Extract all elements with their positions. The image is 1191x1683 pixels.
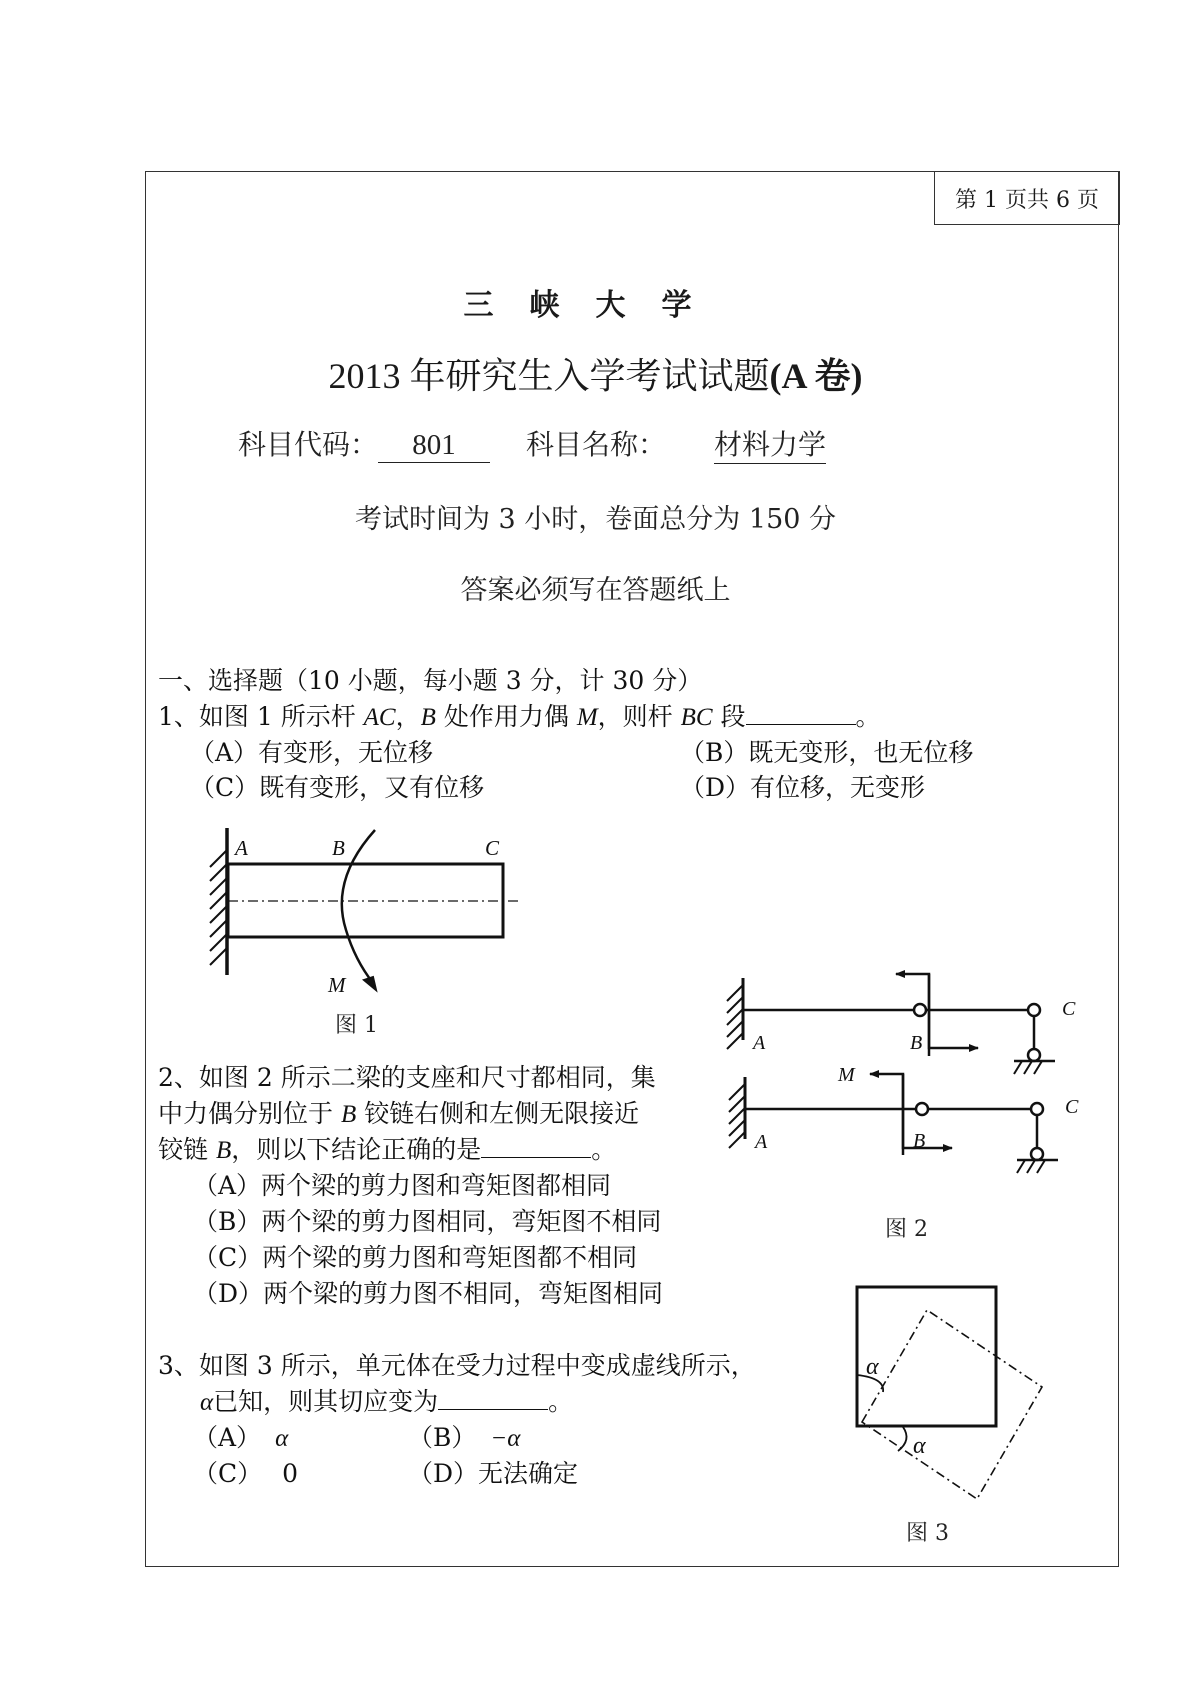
- exam-title-text: 2013 年研究生入学考试试题: [328, 356, 770, 396]
- deformed-element: [862, 1310, 1042, 1499]
- q3-text: 。: [548, 1387, 574, 1416]
- q3-option-d: [408, 1454, 578, 1490]
- section-heading: 一、选择题（10 小题，每小题 3 分，计 30 分）: [158, 666, 703, 695]
- q3-var-alpha: α: [200, 1389, 214, 1416]
- fig2-label-b2: B: [913, 1130, 926, 1152]
- label-b: B: [332, 836, 345, 860]
- q1-var-ac: AC: [363, 704, 396, 731]
- exam-title: [0, 348, 1191, 399]
- exam-duration: 考试时间为 3 小时，卷面总分为 150 分: [354, 504, 837, 535]
- question-2-line-3: [158, 1130, 616, 1166]
- q2-option-c: （C）两个梁的剪力图和弯矩图都不相同: [193, 1243, 638, 1272]
- fig2-label-c2: C: [1065, 1096, 1079, 1118]
- beam-1: [727, 974, 1055, 1074]
- page-indicator-text: 第 1 页共 6 页: [955, 187, 1099, 213]
- q3-option-c: [193, 1454, 298, 1490]
- fig2-label-m: M: [838, 1064, 855, 1086]
- q1-option-c: （C）既有变形，又有位移: [190, 773, 485, 802]
- label-c: C: [485, 836, 500, 860]
- question-3-line-1: 3、如图 3 所示，单元体在受力过程中变成虚线所示，: [158, 1351, 756, 1380]
- figure-3-caption: 图 3: [906, 1521, 949, 1546]
- figure-1: [180, 820, 540, 1000]
- answer-note: 答案必须写在答题纸上: [460, 575, 731, 606]
- q2-option-b: （B）两个梁的剪力图相同，弯矩图不相同: [193, 1207, 662, 1236]
- q1-text: 1、如图 1 所示杆: [158, 702, 364, 731]
- question-3-line-2: [200, 1382, 573, 1418]
- alpha-label-1: α: [866, 1354, 879, 1380]
- alpha-label-2: α: [913, 1433, 926, 1459]
- subject-code: 801: [378, 429, 490, 463]
- q3-option-a: [193, 1418, 288, 1454]
- q1-var-m: M: [576, 704, 598, 731]
- fixed-support: [210, 828, 227, 975]
- q1-var-bc: BC: [680, 704, 713, 731]
- q3-option-b: [408, 1418, 520, 1454]
- q1-text: 。: [855, 702, 881, 731]
- fig2-label-a1: A: [753, 1032, 766, 1054]
- exam-paper-version: (A 卷): [769, 356, 863, 396]
- q1-option-a: （A）有变形，无位移: [190, 738, 434, 767]
- subject-name: 材料力学: [714, 423, 826, 464]
- option-value: 无法确定: [478, 1459, 579, 1488]
- figure-3: [840, 1270, 1060, 1520]
- fig2-label-b1: B: [910, 1032, 923, 1054]
- option-value: −α: [490, 1425, 521, 1452]
- q2-var-b: B: [340, 1101, 357, 1128]
- option-label: （D）: [408, 1459, 479, 1488]
- q1-text: 处作用力偶: [435, 702, 577, 731]
- university-name: 三峡大学: [463, 288, 728, 323]
- q2-var-b: B: [215, 1137, 232, 1164]
- angle-arc-2: [898, 1427, 907, 1451]
- q2-text: ，则以下结论正确的是: [231, 1135, 482, 1164]
- q1-text: ，则杆: [597, 702, 681, 731]
- label-a: A: [235, 836, 248, 860]
- page-indicator: [934, 171, 1120, 225]
- moment-arrowhead: [364, 977, 376, 990]
- q2-option-a: （A）两个梁的剪力图和弯矩图都相同: [193, 1171, 612, 1200]
- subject-name-label: 科目名称：: [526, 428, 667, 461]
- q1-text: ，: [395, 702, 421, 731]
- answer-blank: [746, 723, 856, 725]
- option-label: （B）: [408, 1423, 477, 1452]
- subject-code-label: 科目代码：: [238, 428, 379, 461]
- question-2-line-1: 2、如图 2 所示二梁的支座和尺寸都相同，集: [158, 1063, 656, 1092]
- option-label: （C）: [193, 1459, 263, 1488]
- q2-text: 。: [591, 1135, 617, 1164]
- figure-2-caption: 图 2: [885, 1217, 928, 1242]
- figure-1-caption: 图 1: [335, 1013, 378, 1038]
- q2-text: 铰链: [158, 1135, 216, 1164]
- answer-blank: [438, 1408, 548, 1410]
- fig2-label-c1: C: [1062, 998, 1076, 1020]
- q1-var-b: B: [420, 704, 436, 731]
- fig2-label-a2: A: [755, 1131, 768, 1153]
- question-2-line-2: [158, 1094, 639, 1130]
- q2-option-d: （D）两个梁的剪力图不相同，弯矩图相同: [193, 1279, 664, 1308]
- q1-text: 段: [712, 702, 746, 731]
- q1-option-d: （D）有位移，无变形: [680, 773, 926, 802]
- answer-blank: [481, 1156, 591, 1158]
- q3-text: 已知，则其切应变为: [213, 1387, 439, 1416]
- q2-text: 中力偶分别位于: [158, 1099, 341, 1128]
- subject-line: [238, 423, 826, 464]
- beam-2: [729, 1074, 1058, 1173]
- figure-2: [710, 950, 1110, 1180]
- q1-option-b: （B）既无变形，也无位移: [680, 738, 974, 767]
- option-value: 0: [282, 1459, 299, 1488]
- option-label: （A）: [193, 1423, 262, 1452]
- label-m: M: [328, 973, 346, 997]
- option-value: α: [275, 1425, 289, 1452]
- moment-arrow: [342, 830, 375, 983]
- q2-text: 铰链右侧和左侧无限接近: [356, 1099, 640, 1128]
- question-1: [158, 697, 881, 733]
